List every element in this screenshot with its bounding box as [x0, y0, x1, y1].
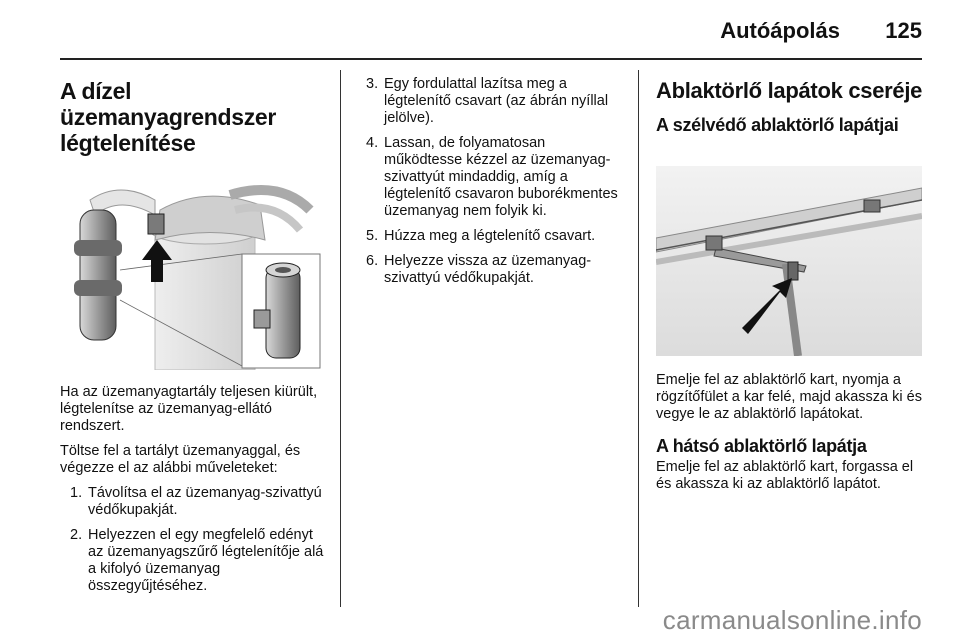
diesel-steps-list-1 — [60, 485, 330, 595]
wiper-illustration — [656, 166, 922, 356]
step-number: 1. — [70, 485, 83, 501]
list-item — [356, 253, 622, 287]
windscreen-wiper-paragraph: Emelje fel az ablaktörlő kart, nyomja a rögzítőfület a kar felé, majd akassza ki és vegye le az ablaktörlő lapátokat. — [656, 372, 922, 422]
header-rule — [60, 58, 922, 60]
column-divider-2 — [638, 70, 639, 607]
page-header — [0, 0, 960, 60]
heading-line-1: A dízel — [60, 78, 132, 104]
list-item — [60, 527, 330, 595]
rear-wiper-paragraph: Emelje fel az ablaktörlő kart, forgassa el és akassza ki az ablaktörlő lapátot. — [656, 459, 914, 492]
windscreen-wiper-subheading: A szélvédő ablaktörlő lapátjai — [656, 115, 899, 135]
heading-line-3: légtelenítése — [60, 130, 196, 156]
watermark: carmanualsonline.info — [662, 605, 922, 635]
diesel-intro-paragraph: Ha az üzemanyagtartály teljesen kiürült, légtelenítse az üzemanyag-ellátó rendszert. — [60, 384, 318, 434]
heading-line-2: üzemanyagrendszer — [60, 104, 277, 130]
step-number: 5. — [366, 228, 379, 244]
column-diesel-bleeding — [60, 70, 330, 603]
list-item — [60, 485, 330, 519]
section-title: Autóápolás — [720, 18, 840, 43]
step-text: Távolítsa el az üzemanyag-szivattyú védőkupakját. — [88, 485, 322, 518]
column-divider-1 — [340, 70, 341, 607]
diesel-heading — [60, 78, 330, 156]
list-item — [356, 76, 622, 127]
fuel-filter-illustration — [60, 170, 322, 370]
step-text: Lassan, de folyamatosan működtesse kézzel az üzemanyag-szivattyút mindaddig, amíg a légtelenítő csavaron buborékmentes üzemanyag nem folyik ki. — [384, 135, 618, 219]
page-number: 125 — [885, 18, 922, 43]
fuel-filter-drawing — [60, 170, 322, 370]
step-number: 3. — [366, 76, 379, 92]
rear-wiper-subheading: A hátsó ablaktörlő lapátja — [656, 436, 867, 456]
step-text: Helyezzen el egy megfelelő edényt az üzemanyagszűrő légtelenítője alá a kifolyó üzemanyag összegyűjtéséhez. — [88, 527, 324, 594]
step-text: Húzza meg a légtelenítő csavart. — [384, 228, 596, 244]
step-text: Egy fordulattal lazítsa meg a légtelenítő csavart (az ábrán nyíllal jelölve). — [384, 76, 609, 126]
column-diesel-steps-continued — [356, 70, 622, 295]
step-number: 4. — [366, 135, 379, 151]
step-text: Helyezze vissza az üzemanyag-szivattyú védőkupakját. — [384, 253, 592, 286]
wiper-heading: Ablaktörlő lapátok cseréje — [656, 78, 923, 103]
diesel-steps-list-2 — [356, 76, 622, 287]
column-wiper-blades — [656, 70, 926, 493]
list-item — [356, 228, 622, 245]
list-item — [356, 135, 622, 220]
diesel-instruction-paragraph: Töltse fel a tartályt üzemanyaggal, és végezze el az alábbi műveleteket: — [60, 443, 301, 476]
wiper-drawing — [656, 166, 922, 356]
step-number: 2. — [70, 527, 83, 543]
step-number: 6. — [366, 253, 379, 269]
